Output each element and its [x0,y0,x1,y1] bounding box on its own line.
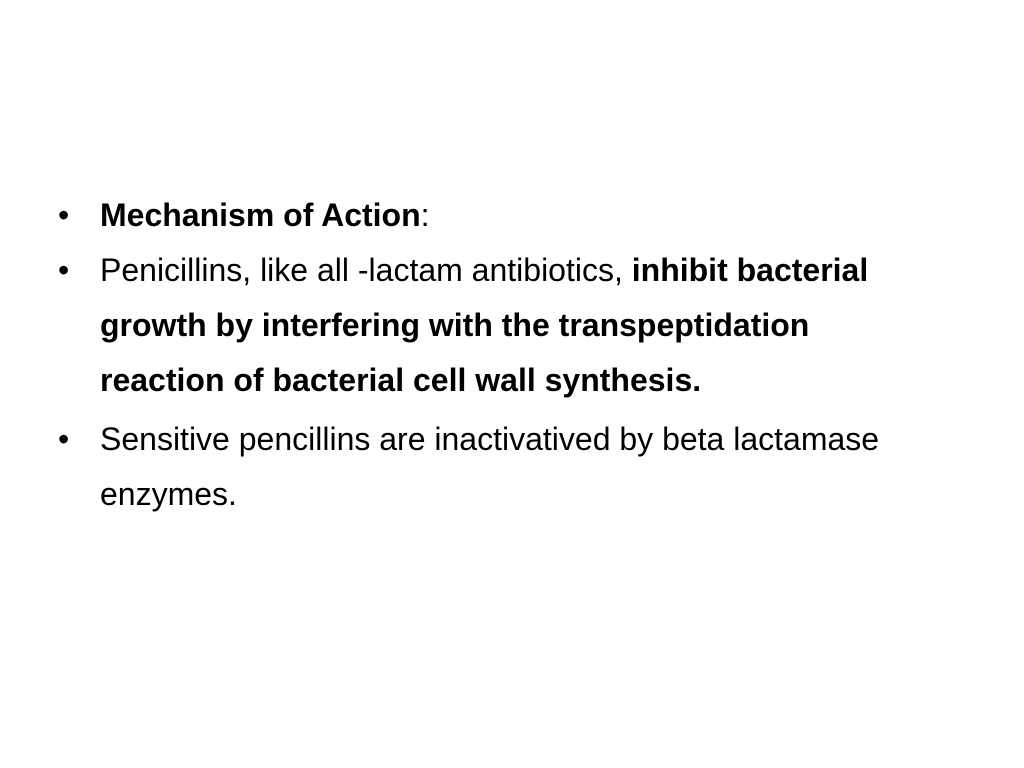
beta-lactamase-text: Sensitive pencillins are inactivatived by beta lactamase enzymes. [100,421,880,512]
penicillin-action-text: inhibit bacterial growth by interfering with the transpeptidation reaction of bacterial cell wall synthesis. [100,252,869,398]
heading-colon: : [420,197,430,233]
penicillin-intro-text: Penicillins, like all -lactam antibiotics, [100,252,632,288]
mechanism-heading: Mechanism of Action [100,197,421,233]
bullet-mechanism-heading [58,188,900,243]
bullet-icon: • [58,421,70,457]
bullet-list [58,188,958,522]
bullet-penicillin-action [58,243,930,408]
bullet-icon: • [58,197,70,233]
bullet-beta-lactamase [58,412,930,522]
bullet-icon: • [58,252,70,288]
